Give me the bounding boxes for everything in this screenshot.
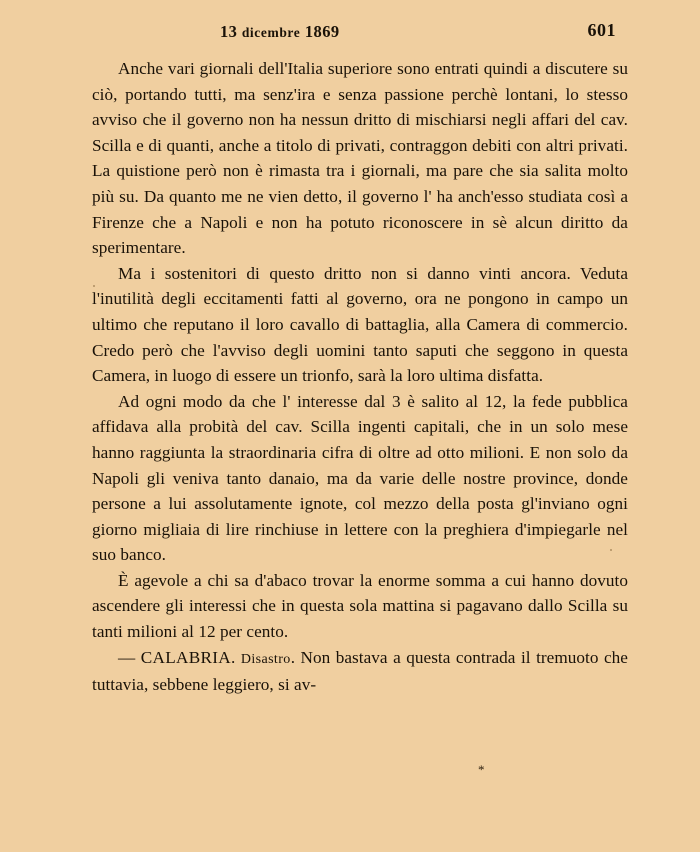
header-date-day: 13 [220,22,242,41]
entry-text: . Non bastava a questa contrada il tremuoto che tuttavia, sebbene leggiero, si av- [92,647,628,695]
paragraph-1: Anche vari giornali dell'Italia superiore sono entrati quindi a discutere su ciò, portando tutti, ma senz'ira e senza passione perchè lontani, lo stesso avviso che il governo non ha nessun dritto di mischiarsi negli affari del cav. Scilla e di quanti, anche a titolo di privati, contraggon debiti con altri privati. La quistione però non è rimasta tra i giornali, ma pare che sia salita molto più su. Da quanto me ne vien detto, il governo l' ha anch'esso studiata così a Firenze che a Napoli e non ha potuto riconoscere in sè alcun diritto da sperimentare. [92,59,628,258]
page-number: 601 [587,20,616,40]
paragraph-5-news-entry [92,645,628,698]
paragraph-3: Ad ogni modo da che l' interesse dal 3 è salito al 12, la fede pubblica affidava alla probità del cav. Scilla ingenti capitali, che in un solo mese hanno raggiunta la straordinaria cifra di oltre ad otto milioni. E non solo da Napoli gli veniva tanto danaio, ma da varie delle nostre province, donde persone a lui assolutamente ignote, col mezzo della posta gl'inviano ogni giorno migliaia di lire rinchiuse in lettere con la preghiera d'impiegarle nel suo banco. [92,391,628,565]
body-text [92,56,628,698]
running-head [220,22,340,42]
entry-place: CALABRIA [140,647,231,667]
entry-dash: — [118,647,141,667]
entry-topic: Disastro [240,651,291,667]
entry-separator: . [230,647,241,667]
paragraph-4: È agevole a chi sa d'abaco trovar la enorme somma a cui hanno dovuto ascendere gli interessi che in questa sola mattina si pagavano dallo Scilla su tanti milioni al 12 per cento. [92,570,628,642]
page-header [92,22,628,56]
paper-speck [93,285,95,287]
paper-speck [610,549,612,551]
paragraph-2: Ma i sostenitori di questo dritto non si danno vinti ancora. Veduta l'inutilità degli eccitamenti fatti al governo, ora ne pongono in campo un ultimo che reputano il loro cavallo di battaglia, alla Camera di commercio. Credo però che l'avviso degli uomini tanto saputi che seggono in questa Camera, in luogo di essere un trionfo, sarà la loro ultima disfatta. [92,263,628,386]
header-date-year: 1869 [300,22,340,41]
header-date-month: dicembre [241,25,301,40]
footer-asterisk: * [478,762,485,777]
